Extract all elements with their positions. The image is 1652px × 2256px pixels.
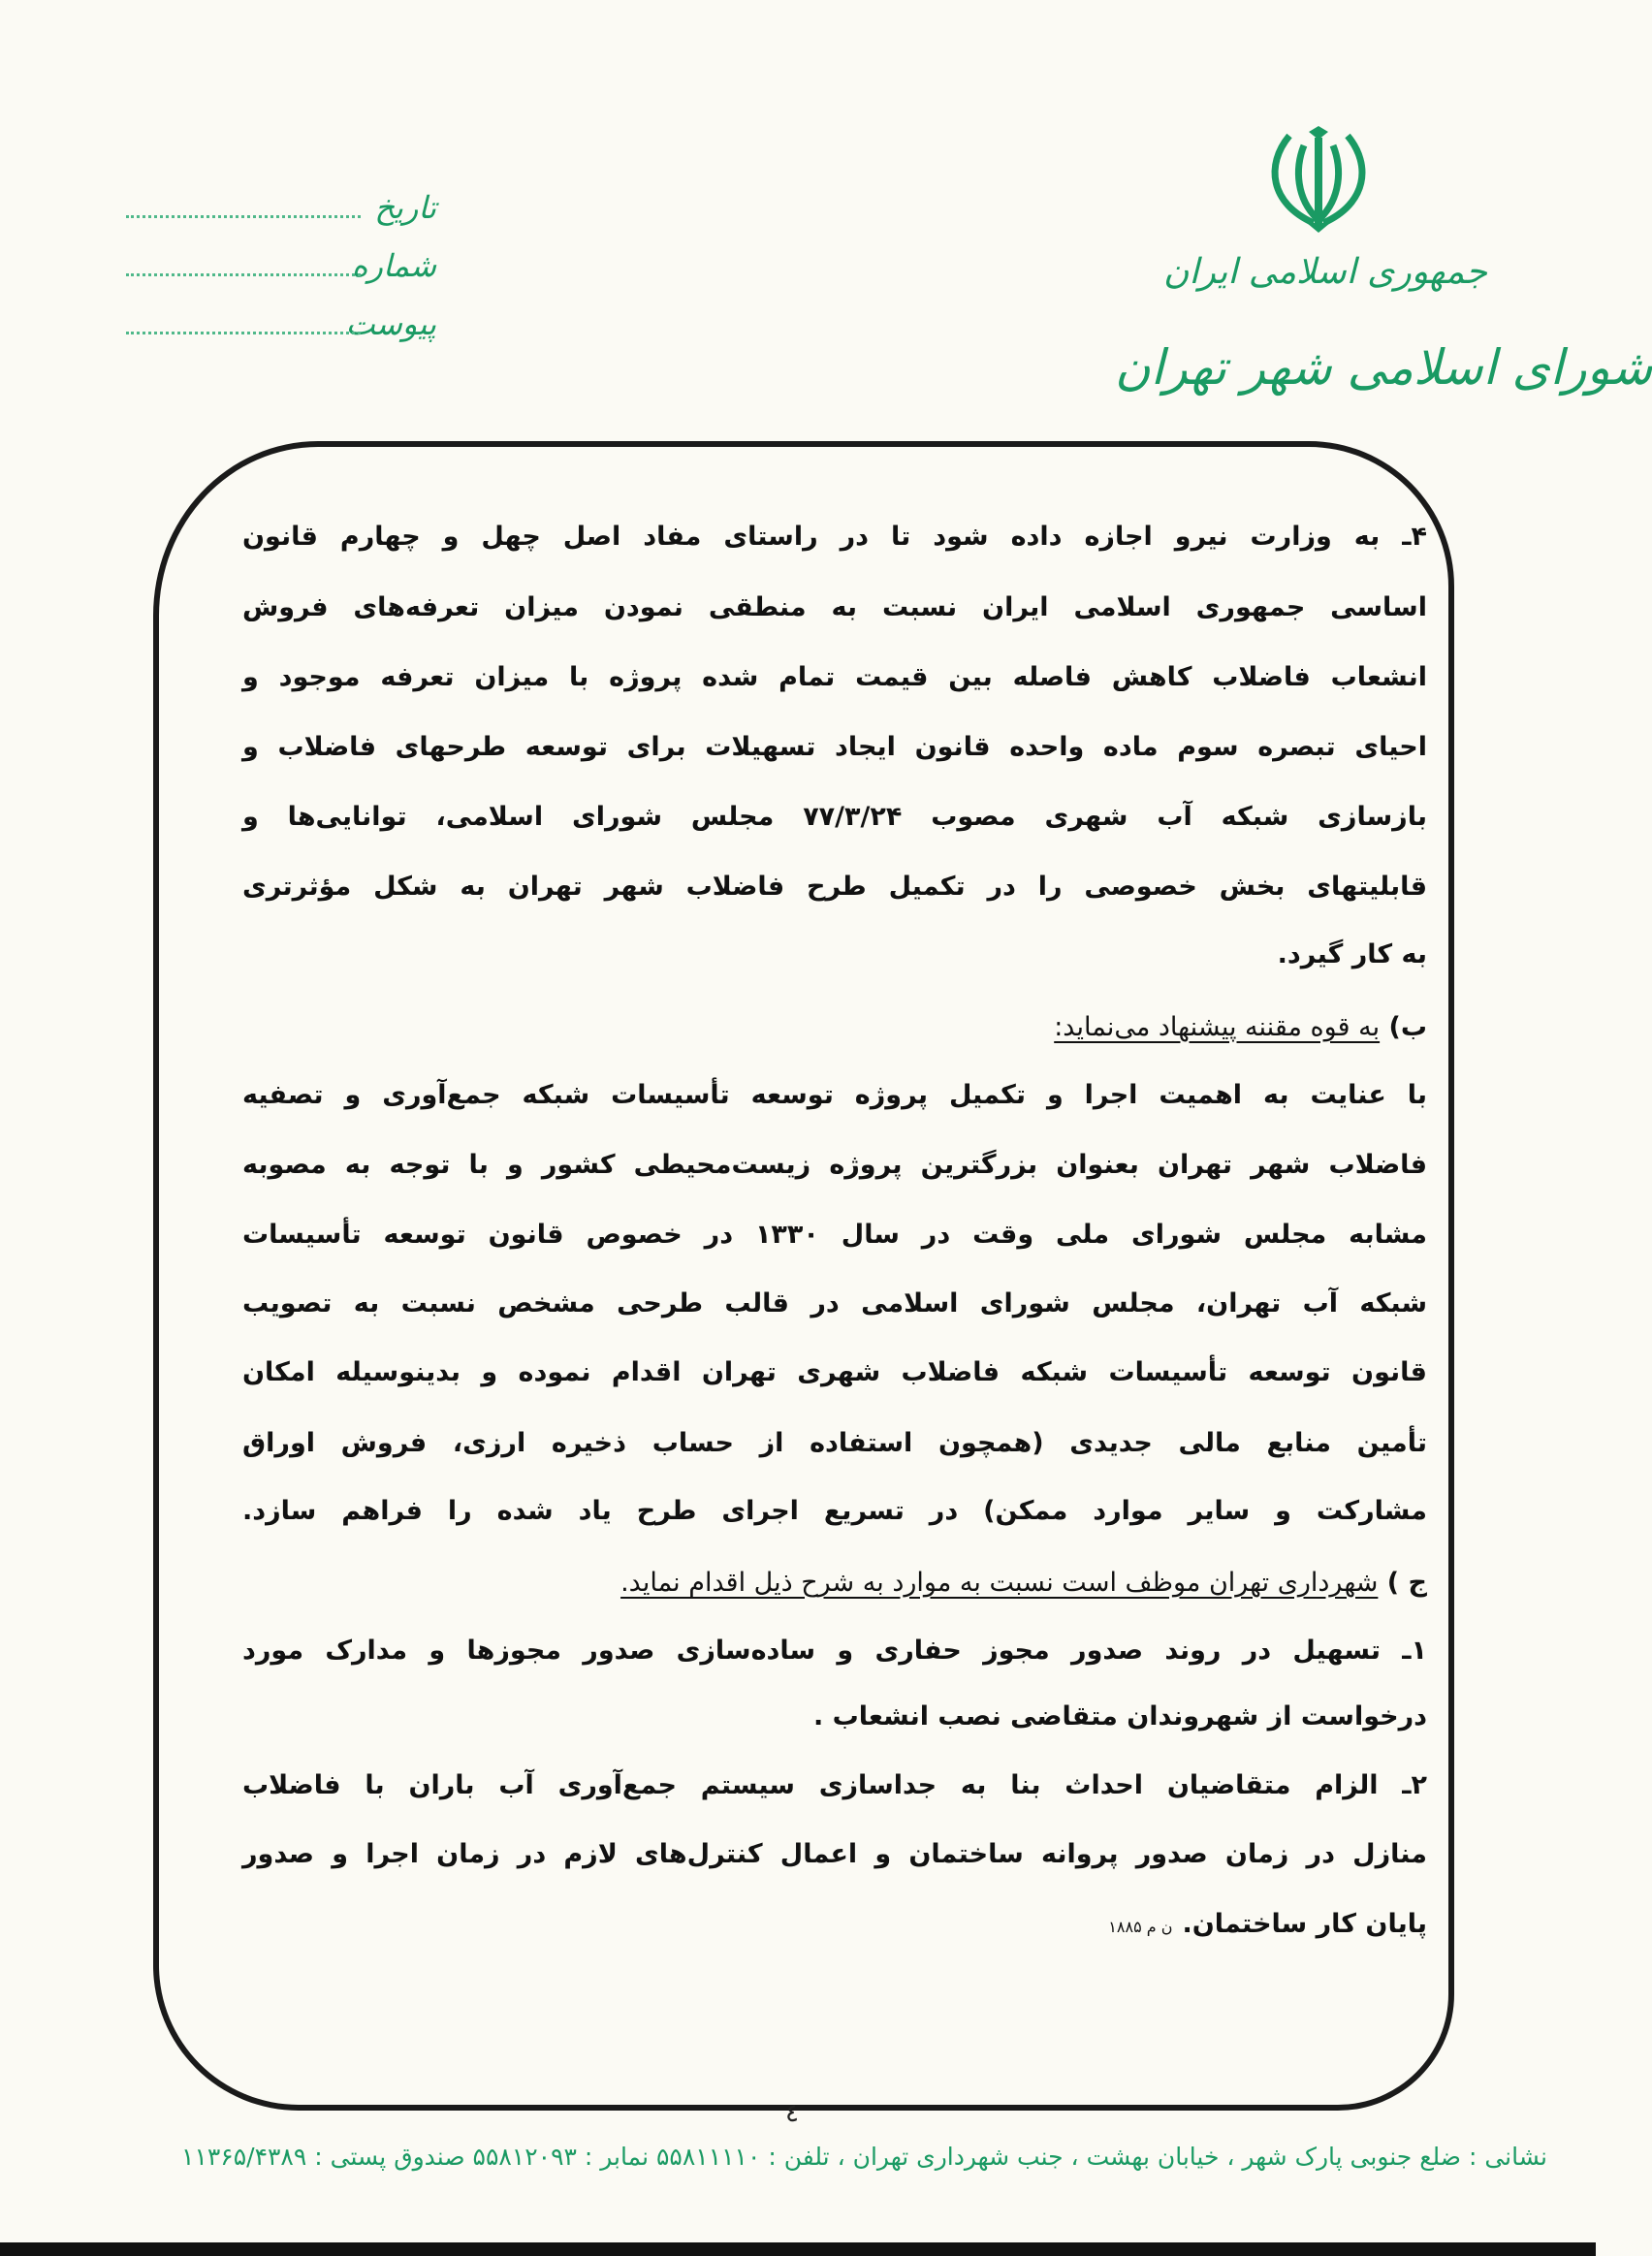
country-name: جمهوری اسلامی ایران — [1163, 252, 1487, 292]
body-line: مشابه مجلس شورای ملی وقت در سال ۱۳۳۰ در خصوص قانون توسعه تأسیسات — [242, 1220, 1427, 1250]
number-label: شماره — [351, 247, 436, 284]
body-line: اساسی جمهوری اسلامی ایران نسبت به منطقی نمودن میزان تعرفه‌های فروش — [242, 592, 1427, 622]
body-line: تأمین منابع مالی جدیدی (همچون استفاده از حساب ذخیره ارزی، فروش اوراق — [242, 1428, 1427, 1458]
number-field — [126, 247, 436, 284]
body-line: ۲ـ الزام متقاضیان احداث بنا به جداسازی سیستم جمع‌آوری آب باران با فاضلاب — [242, 1770, 1427, 1800]
body-line: احیای تبصره سوم ماده واحده قانون ایجاد تسهیلات برای توسعه طرحهای فاضلاب و — [242, 732, 1427, 762]
section-b-title: به قوه مقننه پیشنهاد می‌نماید: — [1054, 1012, 1381, 1042]
margin-note: ن م ۱۸۸۵ — [1108, 1918, 1173, 1936]
section-c-marker: ج ) — [1386, 1568, 1427, 1598]
council-name: شورای اسلامی شهر تهران — [1115, 339, 1652, 396]
section-b-marker: ب) — [1388, 1012, 1427, 1042]
body-line: منازل در زمان صدور پروانه ساختمان و اعمال کنترل‌های لازم در زمان اجرا و صدور — [242, 1839, 1427, 1869]
section-b-heading — [242, 1012, 1427, 1042]
body-line: انشعاب فاضلاب کاهش فاصله بین قیمت تمام شده پروژه با میزان تعرفه موجود و — [242, 662, 1427, 692]
body-line: ۱ـ تسهیل در روند صدور مجوز حفاری و ساده‌سازی صدور مجوزها و مدارک مورد — [242, 1636, 1427, 1666]
attachment-dotted-line — [126, 332, 361, 334]
attachment-field — [126, 305, 436, 342]
body-line: فاضلاب شهر تهران بعنوان بزرگترین پروژه زیست‌محیطی کشور و با توجه به مصوبه — [242, 1150, 1427, 1180]
number-dotted-line — [126, 273, 361, 276]
body-line: مشارکت و سایر موارد ممکن) در تسریع اجرای طرح یاد شده را فراهم سازد. — [242, 1496, 1427, 1526]
body-line: پایان کار ساختمان. — [1182, 1909, 1427, 1939]
footer-address: نشانی : ضلع جنوبی پارک شهر ، خیابان بهشت ، جنب شهرداری تهران ، تلفن : ۵۵۸۱۱۱۱۰ نمابر : ۵۵۸۱۲۰۹۳ صندوق پستی : ۱۱۳۶۵/۴۳۸۹ — [181, 2143, 1547, 2171]
attachment-label: پیوست — [345, 305, 436, 342]
date-field — [126, 189, 436, 226]
body-line: شبکه آب تهران، مجلس شورای اسلامی در قالب طرحی مشخص نسبت به تصویب — [242, 1288, 1427, 1319]
date-dotted-line — [126, 215, 361, 218]
body-line: با عنایت به اهمیت اجرا و تکمیل پروژه توسعه تأسیسات شبکه جمع‌آوری و تصفیه — [242, 1080, 1427, 1110]
body-line: به کار گیرد. — [1277, 939, 1427, 969]
iran-emblem-icon — [1260, 126, 1377, 233]
body-line: قابلیتهای بخش خصوصی را در تکمیل طرح فاضلاب شهر تهران به شکل مؤثرتری — [242, 872, 1427, 902]
section-c-title: شهرداری تهران موظف است نسبت به موارد به شرح ذیل اقدام نماید. — [620, 1568, 1379, 1598]
body-line: بازسازی شبکه آب شهری مصوب ۷۷/۳/۲۴ مجلس شورای اسلامی، توانایی‌ها و — [242, 802, 1427, 832]
date-label: تاریخ — [374, 189, 436, 226]
scan-edge — [0, 2242, 1596, 2256]
body-line-last — [242, 1909, 1427, 1939]
page-number: ٤ — [785, 2099, 799, 2128]
section-c-heading — [242, 1568, 1427, 1598]
body-line: درخواست از شهروندان متقاضی نصب انشعاب . — [812, 1701, 1427, 1732]
body-line: قانون توسعه تأسیسات شبکه فاضلاب شهری تهران اقدام نموده و بدینوسیله امکان — [242, 1357, 1427, 1387]
body-line: ۴ـ به وزارت نیرو اجازه داده شود تا در راستای مفاد اصل چهل و چهارم قانون — [242, 522, 1427, 552]
